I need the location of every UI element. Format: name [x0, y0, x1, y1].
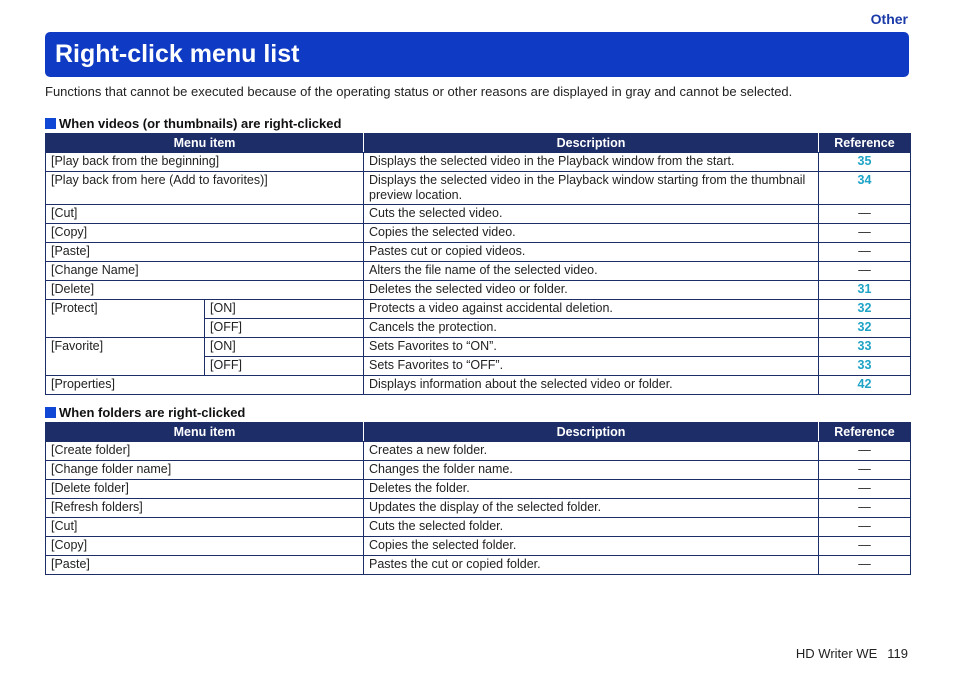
- menu-item-cell: [Delete folder]: [46, 480, 364, 499]
- description-cell: Pastes cut or copied videos.: [364, 243, 819, 262]
- reference-link[interactable]: 31: [819, 281, 911, 300]
- square-bullet-icon: [45, 407, 56, 418]
- table-row: [46, 537, 911, 556]
- submenu-item-cell: [ON]: [205, 300, 364, 319]
- menu-item-cell: [Copy]: [46, 224, 364, 243]
- description-cell: Deletes the folder.: [364, 480, 819, 499]
- description-cell: Cuts the selected video.: [364, 205, 819, 224]
- submenu-item-cell: [OFF]: [205, 357, 364, 376]
- video-menu-table: [45, 133, 911, 395]
- reference-cell: —: [819, 461, 911, 480]
- reference-link[interactable]: 33: [819, 338, 911, 357]
- description-cell: Displays the selected video in the Playback window starting from the thumbnail preview location.: [364, 172, 819, 205]
- reference-link[interactable]: 42: [819, 376, 911, 395]
- description-cell: Cancels the protection.: [364, 319, 819, 338]
- table1-heading-text: When videos (or thumbnails) are right-clicked: [59, 116, 342, 131]
- menu-item-cell: [Change Name]: [46, 262, 364, 281]
- reference-cell: —: [819, 243, 911, 262]
- menu-item-cell: [Cut]: [46, 518, 364, 537]
- table-header-row: [46, 423, 911, 442]
- reference-cell: —: [819, 224, 911, 243]
- menu-item-cell: [Refresh folders]: [46, 499, 364, 518]
- menu-item-cell: [Properties]: [46, 376, 364, 395]
- table-row: [46, 461, 911, 480]
- description-cell: Protects a video against accidental deletion.: [364, 300, 819, 319]
- reference-cell: —: [819, 537, 911, 556]
- table-row: [46, 262, 911, 281]
- section-tag: Other: [870, 11, 908, 27]
- description-cell: Changes the folder name.: [364, 461, 819, 480]
- menu-item-cell: [Play back from the beginning]: [46, 153, 364, 172]
- header-description: Description: [364, 134, 819, 153]
- table-row: [46, 480, 911, 499]
- submenu-item-cell: [ON]: [205, 338, 364, 357]
- table-row: [46, 153, 911, 172]
- page-number: 119: [887, 646, 908, 661]
- reference-cell: —: [819, 442, 911, 461]
- reference-cell: —: [819, 499, 911, 518]
- table-row: [46, 556, 911, 575]
- menu-item-cell: [Favorite]: [46, 338, 205, 376]
- table-header-row: [46, 134, 911, 153]
- menu-item-cell: [Protect]: [46, 300, 205, 338]
- table2-heading: [45, 405, 245, 420]
- intro-text: Functions that cannot be executed because of the operating status or other reasons are displayed in gray and cannot be selected.: [45, 84, 793, 99]
- page-title: Right-click menu list: [55, 40, 300, 68]
- menu-item-cell: [Copy]: [46, 537, 364, 556]
- menu-item-cell: [Paste]: [46, 556, 364, 575]
- submenu-item-cell: [OFF]: [205, 319, 364, 338]
- table-row: [46, 300, 911, 319]
- table-row: [46, 499, 911, 518]
- description-cell: Creates a new folder.: [364, 442, 819, 461]
- menu-item-cell: [Paste]: [46, 243, 364, 262]
- table-row: [46, 338, 911, 357]
- header-menu-item: Menu item: [46, 134, 364, 153]
- description-cell: Copies the selected video.: [364, 224, 819, 243]
- reference-cell: —: [819, 480, 911, 499]
- description-cell: Sets Favorites to “ON”.: [364, 338, 819, 357]
- menu-item-cell: [Cut]: [46, 205, 364, 224]
- reference-link[interactable]: 32: [819, 319, 911, 338]
- reference-cell: —: [819, 262, 911, 281]
- table-row: [46, 376, 911, 395]
- menu-item-cell: [Play back from here (Add to favorites)]: [46, 172, 364, 205]
- page-footer: [796, 646, 908, 661]
- reference-cell: —: [819, 205, 911, 224]
- description-cell: Deletes the selected video or folder.: [364, 281, 819, 300]
- title-bar: [45, 32, 909, 77]
- reference-link[interactable]: 33: [819, 357, 911, 376]
- description-cell: Updates the display of the selected folder.: [364, 499, 819, 518]
- reference-link[interactable]: 35: [819, 153, 911, 172]
- table-row: [46, 172, 911, 205]
- table-row: [46, 518, 911, 537]
- table2-heading-text: When folders are right-clicked: [59, 405, 246, 420]
- square-bullet-icon: [45, 118, 56, 129]
- reference-cell: —: [819, 518, 911, 537]
- description-cell: Displays the selected video in the Playback window from the start.: [364, 153, 819, 172]
- description-cell: Cuts the selected folder.: [364, 518, 819, 537]
- table-row: [46, 205, 911, 224]
- description-cell: Alters the file name of the selected video.: [364, 262, 819, 281]
- reference-cell: —: [819, 556, 911, 575]
- table-row: [46, 442, 911, 461]
- table1-heading: [45, 116, 341, 131]
- description-cell: Sets Favorites to “OFF”.: [364, 357, 819, 376]
- description-cell: Copies the selected folder.: [364, 537, 819, 556]
- reference-link[interactable]: 34: [819, 172, 911, 205]
- table-row: [46, 243, 911, 262]
- folder-menu-table: [45, 422, 911, 575]
- product-name: HD Writer WE: [795, 646, 878, 661]
- menu-item-cell: [Delete]: [46, 281, 364, 300]
- header-menu-item: Menu item: [46, 423, 364, 442]
- menu-item-cell: [Change folder name]: [46, 461, 364, 480]
- header-reference: Reference: [819, 423, 911, 442]
- header-description: Description: [364, 423, 819, 442]
- description-cell: Pastes the cut or copied folder.: [364, 556, 819, 575]
- menu-item-cell: [Create folder]: [46, 442, 364, 461]
- table-row: [46, 281, 911, 300]
- description-cell: Displays information about the selected video or folder.: [364, 376, 819, 395]
- table-row: [46, 224, 911, 243]
- reference-link[interactable]: 32: [819, 300, 911, 319]
- header-reference: Reference: [819, 134, 911, 153]
